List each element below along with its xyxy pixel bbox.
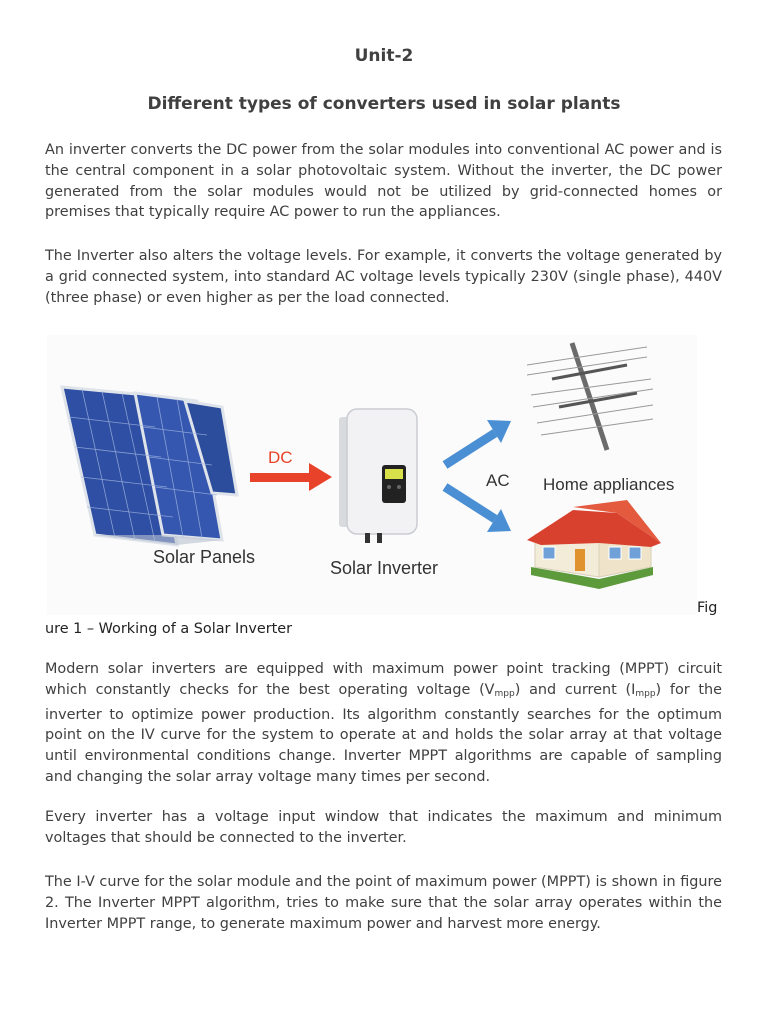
paragraph-iv-curve: The I-V curve for the solar module and the point of maximum power (MPPT) is shown in figure 2. The Inverter MPPT algorithm, tries to make sure that the solar array operates within the Inverter MPPT range, to generate maximum power and harvest more energy. xyxy=(45,874,722,932)
mppt-text-1: Modern solar inverters are equipped with maximum power point tracking (MPPT) circuit which constantly checks for the best operating voltage (V xyxy=(45,661,722,698)
power-pole-illustration xyxy=(527,343,653,450)
figure-caption: ure 1 – Working of a Solar Inverter xyxy=(45,621,293,637)
label-home-appliances: Home appliances xyxy=(543,475,675,494)
paragraph-inverter-intro: An inverter converts the DC power from the solar modules into conventional AC power and is the central component in a solar photovoltaic system. Without the inverter, the DC power generated from the solar modules would not be utilized by grid-connected homes or premises that typically require AC power to run the appliances. xyxy=(45,142,722,221)
mppt-text-2: ) and current (I xyxy=(514,681,636,698)
dc-arrow-icon xyxy=(250,463,332,491)
paragraph-voltage-window: Every inverter has a voltage input window that indicates the maximum and minimum voltages that should be connected to the inverter. xyxy=(45,809,722,846)
paragraph-voltage-levels: The Inverter also alters the voltage levels. For example, it converts the voltage generated by a grid connected system, into standard AC voltage levels typically 230V (single phase), 440V (three phase) or even higher as per the load connected. xyxy=(45,248,722,306)
figure-solar-inverter xyxy=(47,335,697,615)
solar-panels-illustration xyxy=(62,387,237,545)
paragraph-mppt xyxy=(45,659,722,788)
page-title: Different types of converters used in solar plants xyxy=(147,94,621,114)
label-solar-panels: Solar Panels xyxy=(153,547,256,567)
label-ac: AC xyxy=(486,471,510,490)
vmpp-subscript: mpp xyxy=(494,688,515,699)
figure-illustration xyxy=(47,335,697,615)
solar-inverter-illustration xyxy=(339,409,417,543)
figure-caption-head: Fig xyxy=(697,600,718,616)
label-dc: DC xyxy=(268,448,293,467)
unit-heading: Unit-2 xyxy=(354,46,414,66)
label-solar-inverter: Solar Inverter xyxy=(330,558,439,578)
mppt-text-3: ) for the inverter to optimize power production. Its algorithm constantly searches for the optimum point on the IV curve for the system to operate at and holds the solar array at that voltage until environmental conditions change. Inverter MPPT algorithms are capable of sampling and changing the solar array voltage many times per second. xyxy=(45,681,722,785)
house-illustration xyxy=(527,500,661,589)
impp-subscript: mpp xyxy=(635,688,656,699)
